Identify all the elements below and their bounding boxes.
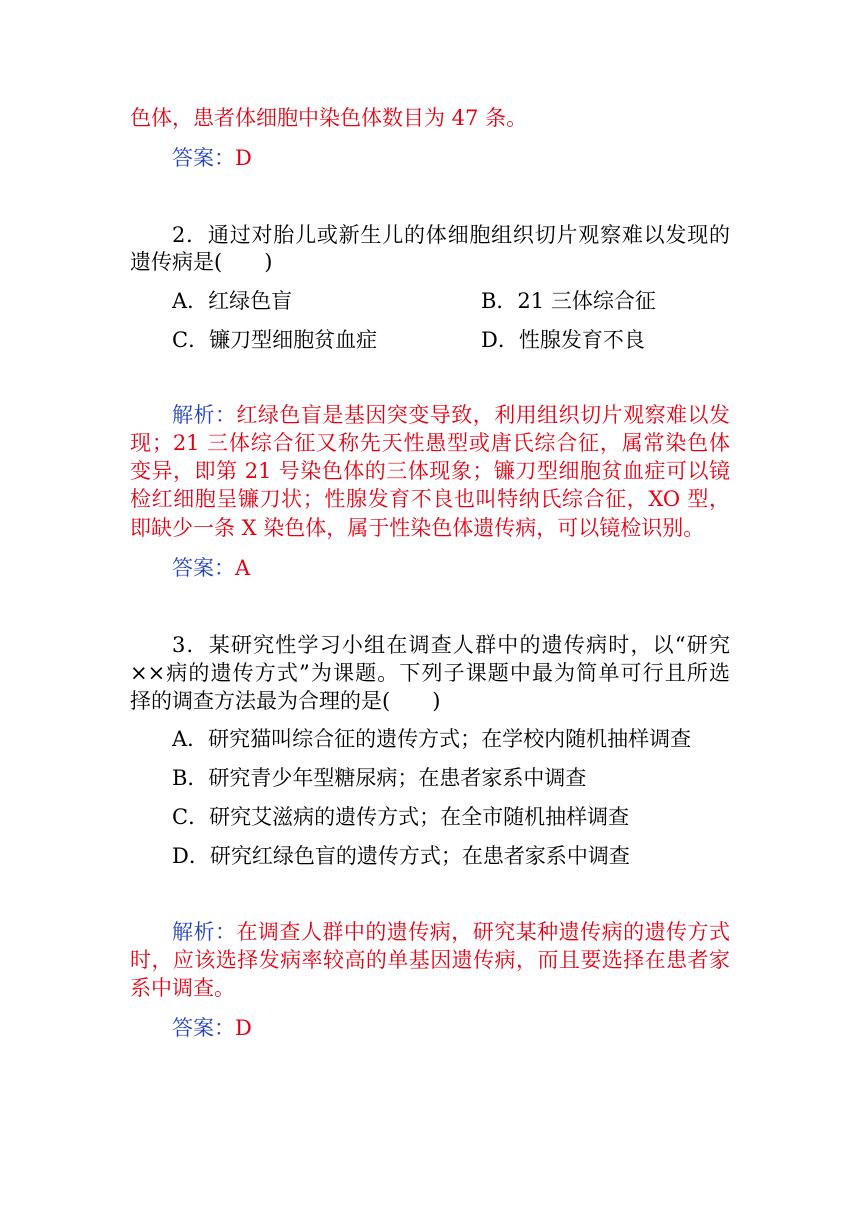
q3-option-a: A．研究猫叫综合征的遗传方式；在学校内随机抽样调查 xyxy=(172,727,692,751)
analysis-label: 解析： xyxy=(172,920,237,944)
q2-analysis-line3: 变异，即第 21 号染色体的三体现象；镰刀型细胞贫血症可以镜 xyxy=(130,459,730,483)
q2-answer xyxy=(172,553,250,583)
q3-answer xyxy=(172,1013,252,1043)
answer-label: 答案： xyxy=(172,1016,235,1040)
q3-analysis-line1 xyxy=(172,917,730,947)
q3-stem-line1: 3．某研究性学习小组在调查人群中的遗传病时，以“研究 xyxy=(172,633,730,657)
q3-stem-line3: 择的调查方法最为合理的是( ) xyxy=(130,689,441,713)
q2-option-d: D．性腺发育不良 xyxy=(481,328,645,352)
prev-analysis-tail: 色体，患者体细胞中染色体数目为 47 条。 xyxy=(130,106,528,130)
answer-label: 答案： xyxy=(172,146,235,170)
q2-analysis-line2: 现；21 三体综合征又称先天性愚型或唐氏综合征，属常染色体 xyxy=(130,431,730,455)
answer-label: 答案： xyxy=(172,556,235,580)
q3-analysis-line3: 系中调查。 xyxy=(130,976,235,1000)
q2-stem-line2: 遗传病是( ) xyxy=(130,250,273,274)
analysis-text: 红绿色盲是基因突变导致，利用组织切片观察难以发 xyxy=(236,403,731,427)
q2-option-c: C．镰刀型细胞贫血症 xyxy=(172,328,378,352)
q2-option-b: B．21 三体综合征 xyxy=(481,289,656,313)
q2-analysis-line1 xyxy=(172,400,730,430)
q3-option-c: C．研究艾滋病的遗传方式；在全市随机抽样调查 xyxy=(172,805,630,829)
q3-option-b: B．研究青少年型糖尿病；在患者家系中调查 xyxy=(172,766,587,790)
analysis-label: 解析： xyxy=(172,403,237,427)
q2-stem-line1: 2．通过对胎儿或新生儿的体细胞组织切片观察难以发现的 xyxy=(172,223,730,247)
answer-value: D xyxy=(235,146,252,170)
answer-value: A xyxy=(235,556,251,580)
q3-stem-line2: ××病的遗传方式”为课题。下列子课题中最为简单可行且所选 xyxy=(130,661,730,685)
answer-value: D xyxy=(235,1016,252,1040)
analysis-text: 在调查人群中的遗传病，研究某种遗传病的遗传方式 xyxy=(236,920,731,944)
q2-option-a: A．红绿色盲 xyxy=(172,289,293,313)
q2-analysis-line4: 检红细胞呈镰刀状；性腺发育不良也叫特纳氏综合征，XO 型， xyxy=(130,487,730,511)
q3-option-d: D．研究红绿色盲的遗传方式；在患者家系中调查 xyxy=(172,844,630,868)
q2-analysis-line5: 即缺少一条 X 染色体，属于性染色体遗传病，可以镜检识别。 xyxy=(130,516,705,540)
prev-answer xyxy=(172,143,252,173)
q3-analysis-line2: 时，应该选择发病率较高的单基因遗传病，而且要选择在患者家 xyxy=(130,948,730,972)
